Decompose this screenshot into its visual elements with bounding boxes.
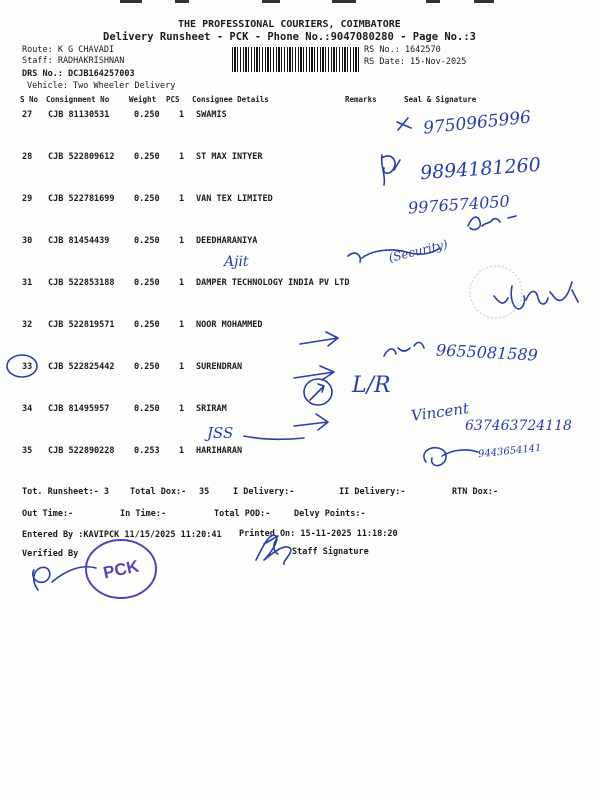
- vehicle-label: Vehicle: Two Wheeler Delivery: [27, 81, 176, 91]
- row-pcs: 1: [179, 320, 185, 330]
- row-consignment: CJB 81495957: [48, 404, 110, 414]
- row-consignment: CJB 522781699: [48, 194, 115, 204]
- staff-signature: [256, 535, 291, 564]
- row-sno: 34: [22, 404, 33, 414]
- row-consignee: SRIRAM: [196, 404, 227, 414]
- row-weight: 0.250: [134, 320, 160, 330]
- row-pcs: 1: [179, 152, 185, 162]
- row-consignment: CJB 522809612: [48, 152, 115, 162]
- row-consignment: CJB 522825442: [48, 362, 115, 372]
- entered-by: Entered By :KAVIPCK 11/15/2025 11:20:41: [22, 530, 222, 540]
- handwritten-phone: 9655081589: [435, 340, 539, 365]
- i-delivery: I Delivery:-: [233, 487, 295, 497]
- handwritten-phone: 9750965996: [422, 107, 532, 139]
- row-consignee: DEEDHARANIYA: [196, 236, 258, 246]
- row-sno: 29: [22, 194, 33, 204]
- row-consignment: CJB 522853188: [48, 278, 115, 288]
- signature-stroke: [468, 216, 516, 230]
- col-consignment: Consignment No: [46, 95, 110, 104]
- ii-delivery: II Delivery:-: [339, 487, 406, 497]
- arrow-mark: [294, 414, 328, 430]
- out-time: Out Time:-: [22, 509, 74, 519]
- arrow-mark: [300, 332, 338, 346]
- row-weight: 0.250: [134, 362, 160, 372]
- company-title: THE PROFESSIONAL COURIERS, COIMBATORE: [178, 19, 401, 30]
- total-dox-value: 35: [199, 487, 210, 497]
- row-sno: 30: [22, 236, 33, 246]
- row-weight: 0.250: [134, 110, 160, 120]
- underline-mark: [244, 436, 304, 439]
- arrow-mark: [294, 366, 334, 380]
- runsheet-subtitle: Delivery Runsheet - PCK - Phone No.:9047080280 - Page No.:3: [103, 31, 476, 43]
- handwritten-name: Ajit: [224, 254, 249, 270]
- col-sno: S No: [20, 95, 39, 104]
- handwritten-phone: 637463724118: [465, 418, 572, 434]
- total-dox-label: Total Dox:-: [130, 487, 187, 497]
- delvy-points: Delvy Points:-: [294, 509, 366, 519]
- row-pcs: 1: [179, 110, 185, 120]
- signature-stroke: [348, 248, 440, 262]
- col-remarks: Remarks: [345, 95, 377, 104]
- handwritten-initials: JSS: [207, 424, 234, 442]
- verified-by: Verified By: [22, 549, 79, 559]
- top-edge-marks: [120, 0, 494, 3]
- handwritten-phone: 9443654141: [477, 442, 543, 461]
- total-pod: Total POD:-: [214, 509, 271, 519]
- handwritten-name: Vincent: [410, 399, 470, 425]
- row-sno: 28: [22, 152, 33, 162]
- row-weight: 0.250: [134, 278, 160, 288]
- handwritten-phone: 9894181260: [419, 153, 542, 185]
- rtn-dox: RTN Dox:-: [452, 487, 499, 497]
- total-runsheet: Tot. Runsheet:- 3: [22, 487, 109, 497]
- row-pcs: 1: [179, 404, 185, 414]
- faint-stamp: [470, 266, 522, 318]
- row-consignee: SURENDRAN: [196, 362, 243, 372]
- row-sno: 31: [22, 278, 33, 288]
- rs-date: RS Date: 15-Nov-2025: [364, 57, 467, 67]
- row-pcs: 1: [179, 194, 185, 204]
- row-sno: 33: [22, 362, 33, 372]
- signature-stroke: [494, 282, 578, 309]
- handwritten-code: L/R: [352, 373, 391, 398]
- col-weight: Weight: [129, 95, 157, 104]
- row-consignee: VAN TEX LIMITED: [196, 194, 273, 204]
- row-pcs: 1: [179, 446, 185, 456]
- row-consignee: HARIHARAN: [196, 446, 243, 456]
- signature-stroke: [424, 448, 478, 466]
- row-pcs: 1: [179, 362, 185, 372]
- row-consignee: SWAMIS: [196, 110, 227, 120]
- row-weight: 0.250: [134, 404, 160, 414]
- row-weight: 0.250: [134, 236, 160, 246]
- circled-row-mark: [7, 355, 37, 377]
- row-sno: 27: [22, 110, 33, 120]
- in-time: In Time:-: [120, 509, 167, 519]
- row-sno: 32: [22, 320, 33, 330]
- row-pcs: 1: [179, 278, 185, 288]
- row-consignment: CJB 81454439: [48, 236, 110, 246]
- signature-stroke: [384, 342, 424, 356]
- staff-label: Staff: RADHAKRISHNAN: [22, 56, 125, 66]
- signature-stroke: [397, 118, 411, 130]
- drs-number: DRS No.: DCJB164257003: [22, 69, 135, 79]
- staff-signature-label: Staff Signature: [292, 547, 369, 557]
- handwritten-phone: 9976574050: [407, 191, 511, 218]
- row-weight: 0.250: [134, 152, 160, 162]
- row-consignee: ST MAX INTYER: [196, 152, 263, 162]
- handwritten-note: (Security): [387, 236, 450, 266]
- route-label: Route: K G CHAVADI: [22, 45, 115, 55]
- col-seal-signature: Seal & Signature: [404, 95, 477, 104]
- row-sno: 35: [22, 446, 33, 456]
- rs-number: RS No.: 1642570: [364, 45, 441, 55]
- row-consignment: CJB 522890228: [48, 446, 115, 456]
- row-consignment: CJB 81130531: [48, 110, 110, 120]
- stamp-text: PCK: [101, 556, 141, 583]
- printed-on: Printed On: 15-11-2025 11:18:20: [239, 529, 398, 539]
- row-weight: 0.253: [134, 446, 160, 456]
- arrow-mark: [310, 384, 324, 400]
- row-consignee: DAMPER TECHNOLOGY INDIA PV LTD: [196, 278, 350, 288]
- row-weight: 0.250: [134, 194, 160, 204]
- pck-stamp: [86, 540, 156, 598]
- col-pcs: PCS: [166, 95, 180, 104]
- signature-stroke: [382, 155, 400, 185]
- row-consignment: CJB 522819571: [48, 320, 115, 330]
- row-consignee: NOOR MOHAMMED: [196, 320, 263, 330]
- col-consignee: Consignee Details: [192, 95, 269, 104]
- row-pcs: 1: [179, 236, 185, 246]
